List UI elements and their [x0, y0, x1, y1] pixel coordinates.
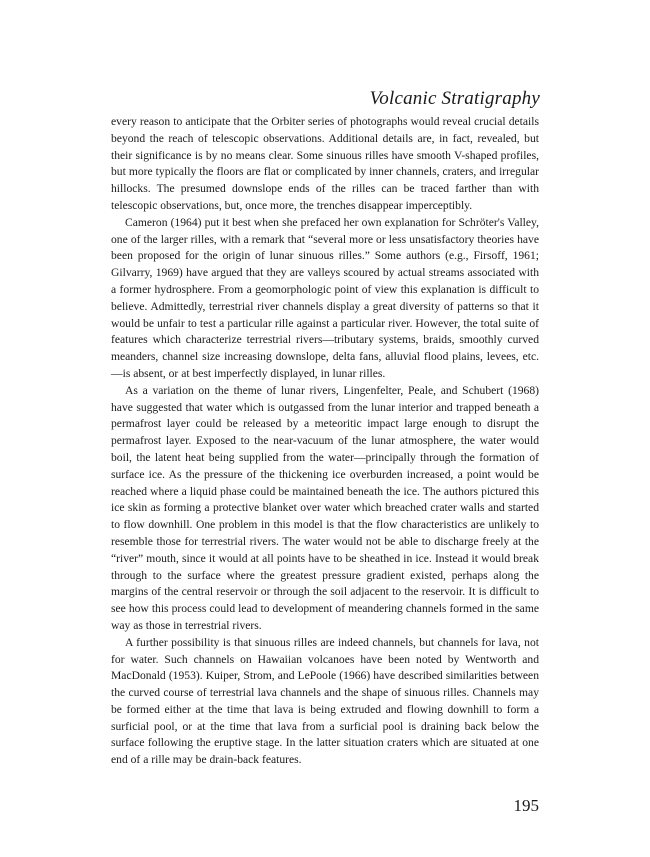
paragraph-2: Cameron (1964) put it best when she prefaced her own explanation for Schröter's Valley, one of the larger rilles, with a remark that “several more or less unsatisfactory theories have been proposed for the origin of lunar sinuous rilles.” Some authors (e.g., Firsoff, 1961; Gilvarry, 1969) have argued that they are valleys scoured by actual streams associated with a former hydrosphere. From a geomorphologic point of view this explanation is difficult to believe. Admittedly, terrestrial river channels display a great diversity of patterns so that it would be unfair to test a particular rille against a particular river. However, the total suite of features which characterize terrestrial rivers—tributary systems, braids, smoothly curved meanders, channel size increasing downslope, delta fans, alluvial flood plains, levees, etc.—is absent, or at best imperfectly displayed, in lunar rilles.: [111, 215, 539, 380]
paragraph-1: every reason to anticipate that the Orbiter series of photographs would reveal crucial details beyond the reach of telescopic observations. Additional details are, in fact, revealed, but their significance is by no means clear. Some sinuous rilles have smooth V-shaped profiles, but more typically the floors are flat or complicated by inner channels, craters, and irregular hillocks. The presumed downslope ends of the rilles can be traced farther than with telescopic observations, but, once more, the trenches disappear imperceptibly.: [111, 115, 539, 212]
paragraph-4: A further possibility is that sinuous rilles are indeed channels, but channels for lava, not for water. Such channels on Hawaiian volcanoes have been noted by Wentworth and MacDonald (1953). Kuiper, Strom, and LePoole (1966) have described similarities between the curved course of terrestrial lava channels and the shape of sinuous rilles. Channels may be formed either at the time that lava is being extruded and flowing downhill to form a surficial pool, or at the time that lava from a surficial pool is draining back below the surface following the eruptive stage. In the latter situation craters which are situated at one end of a rille may be drain-back features.: [111, 635, 539, 767]
paragraph-3: As a variation on the theme of lunar rivers, Lingenfelter, Peale, and Schubert (1968) have suggested that water which is outgassed from the lunar interior and trapped beneath a permafrost layer could be released by a meteoritic impact large enough to disrupt the permafrost layer. Exposed to the near-vacuum of the lunar atmosphere, the water would boil, the latent heat being supplied from the water—principally through the formation of surface ice. As the pressure of the thickening ice overburden increased, a point would be reached where a liquid phase could be maintained beneath the ice. The authors pictured this ice skin as forming a protective blanket over water which breached crater walls and started to flow downhill. One problem in this model is that the flow characteristics are unlikely to resemble those for terrestrial rivers. The water would not be able to discharge freely at the “river” mouth, since it would at all points have to be sheathed in ice. Instead it would break through to the surface where the greatest pressure gradient existed, perhaps along the margins of the central reservoir or through the soil adjacent to the reservoir. It is difficult to see how this process could lead to development of meandering channels formed in the same way as those in terrestrial rivers.: [111, 383, 539, 632]
body-text: [111, 114, 539, 769]
running-title: Volcanic Stratigraphy: [369, 88, 540, 109]
page-number: 195: [513, 796, 539, 815]
